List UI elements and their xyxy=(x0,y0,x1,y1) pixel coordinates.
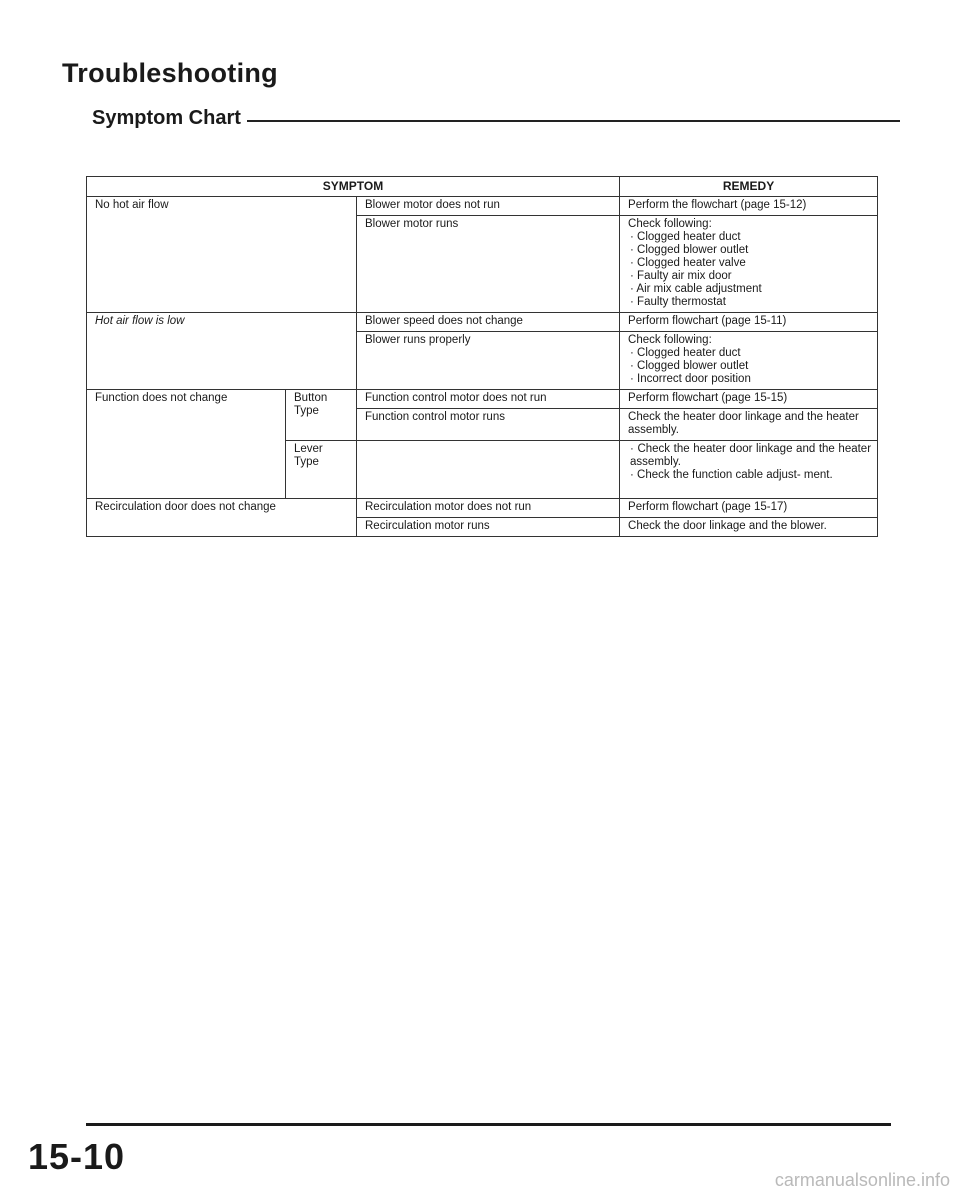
condition-cell xyxy=(357,441,620,499)
list-item: · Air mix cable adjustment xyxy=(630,283,762,295)
list-item: · Clogged heater valve xyxy=(630,257,746,269)
condition-cell: Blower speed does not change xyxy=(357,313,620,332)
symptom-chart-table xyxy=(86,176,878,537)
symptom-cell: Hot air flow is low xyxy=(87,313,357,390)
remedy-cell xyxy=(620,441,878,499)
condition-cell: Function control motor runs xyxy=(357,409,620,441)
remedy-column-header: REMEDY xyxy=(620,177,878,197)
section-rule xyxy=(247,120,900,122)
condition-cell: Recirculation motor does not run xyxy=(357,499,620,518)
remedy-cell: Perform flowchart (page 15-11) xyxy=(620,313,878,332)
condition-cell: Blower runs properly xyxy=(357,332,620,390)
type-cell-button: Button Type xyxy=(286,390,357,441)
section-header xyxy=(92,104,900,132)
list-item: · Clogged blower outlet xyxy=(630,360,749,372)
condition-cell: Function control motor does not run xyxy=(357,390,620,409)
list-item: · Clogged heater duct xyxy=(630,231,741,243)
footer-rule xyxy=(86,1123,891,1126)
condition-cell: Blower motor runs xyxy=(357,216,620,313)
list-item: · Clogged blower outlet xyxy=(630,244,749,256)
remedy-check-title: Check following: xyxy=(628,218,712,230)
symptom-column-header: SYMPTOM xyxy=(87,177,620,197)
remedy-cell: Perform flowchart (page 15-15) xyxy=(620,390,878,409)
type-cell-lever: Lever Type xyxy=(286,441,357,499)
symptom-cell: No hot air flow xyxy=(87,197,357,313)
watermark: carmanualsonline.info xyxy=(774,1170,950,1190)
remedy-check-title: Check following: xyxy=(628,334,712,346)
table-row xyxy=(87,313,878,332)
table-header-row xyxy=(87,177,878,197)
page-number: 15-10 xyxy=(28,1136,126,1177)
list-item: · Faulty air mix door xyxy=(630,270,732,282)
page-title: Troubleshooting xyxy=(62,58,278,88)
list-item: · Check the heater door linkage and the heater assembly. xyxy=(630,443,872,468)
remedy-cell xyxy=(620,216,878,313)
table-row xyxy=(87,390,878,409)
symptom-cell: Recirculation door does not change xyxy=(87,499,357,537)
list-item: · Incorrect door position xyxy=(630,373,751,385)
section-title: Symptom Chart xyxy=(92,106,241,129)
remedy-cell: Check the heater door linkage and the heater assembly. xyxy=(620,409,878,441)
remedy-check-list xyxy=(628,231,871,309)
symptom-cell: Function does not change xyxy=(87,390,286,499)
remedy-check-list xyxy=(628,443,871,482)
remedy-cell xyxy=(620,332,878,390)
remedy-check-list xyxy=(628,347,871,386)
list-item: · Clogged heater duct xyxy=(630,347,741,359)
condition-cell: Recirculation motor runs xyxy=(357,518,620,537)
table-row xyxy=(87,197,878,216)
remedy-cell: Check the door linkage and the blower. xyxy=(620,518,878,537)
remedy-cell: Perform the flowchart (page 15-12) xyxy=(620,197,878,216)
list-item: · Check the function cable adjust- ment. xyxy=(630,469,833,481)
condition-cell: Blower motor does not run xyxy=(357,197,620,216)
list-item: · Faulty thermostat xyxy=(630,296,726,308)
table-row xyxy=(87,499,878,518)
remedy-cell: Perform flowchart (page 15-17) xyxy=(620,499,878,518)
